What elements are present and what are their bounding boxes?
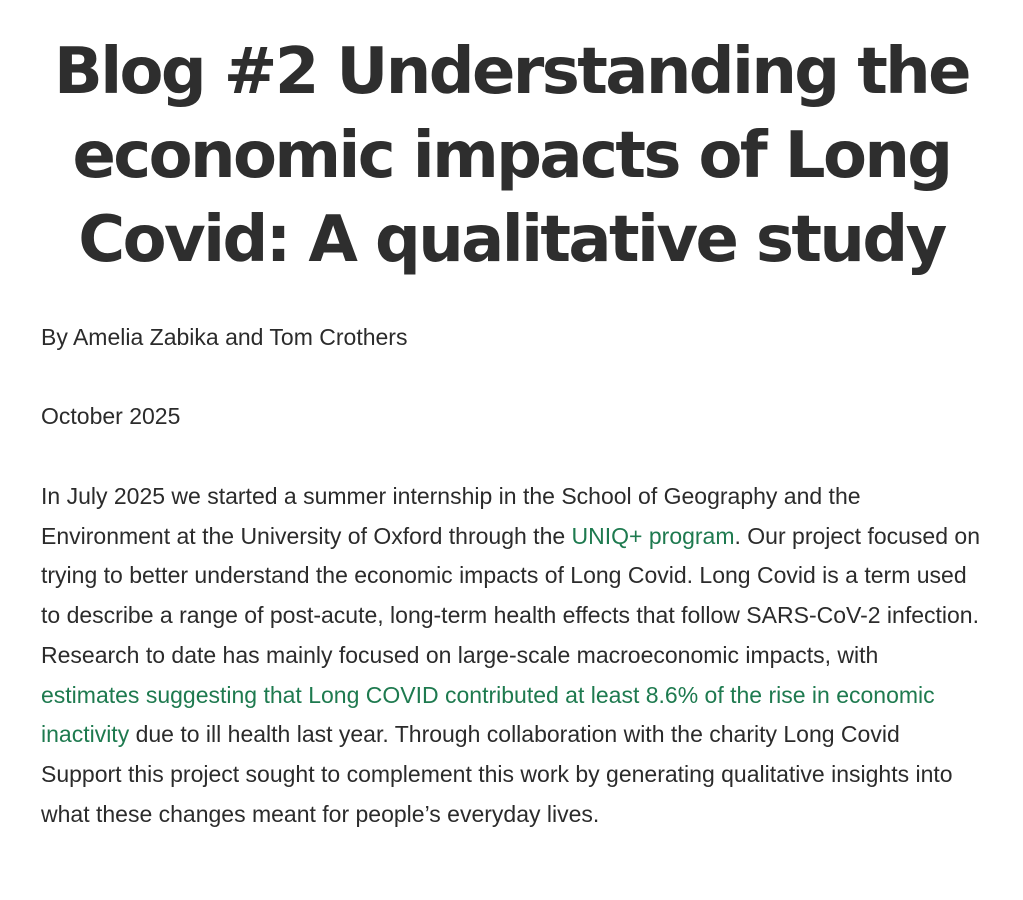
intro-paragraph bbox=[41, 477, 981, 834]
page-title: Blog #2 Understanding the economic impacts of Long Covid: A qualitative study bbox=[54, 35, 969, 277]
intro-text-part-3: due to ill health last year. Through collaboration with the charity Long Covid Support this project sought to complement this work by generating qualitative insights into what these changes meant for people’s everyday lives. bbox=[41, 721, 953, 827]
intro-text-part-2: . Our project focused on trying to better understand the economic impacts of Long Covid. Long Covid is a term used to describe a range of post-acute, long-term health effects that follow SARS-CoV-2 infection. Research to date has mainly focused on large-scale macroeconomic impacts, with bbox=[41, 522, 980, 668]
uniq-program-link[interactable]: UNIQ+ program bbox=[571, 522, 735, 549]
intro-text-part-1: In July 2025 we started a summer internship in the School of Geography and the Environment at the University of Oxford through the bbox=[41, 483, 861, 549]
author-byline: By Amelia Zabika and Tom Crothers bbox=[41, 324, 408, 350]
publish-date: October 2025 bbox=[41, 403, 181, 429]
economic-inactivity-estimates-link[interactable]: estimates suggesting that Long COVID contributed at least 8.6% of the rise in economic inactivity bbox=[41, 681, 935, 748]
